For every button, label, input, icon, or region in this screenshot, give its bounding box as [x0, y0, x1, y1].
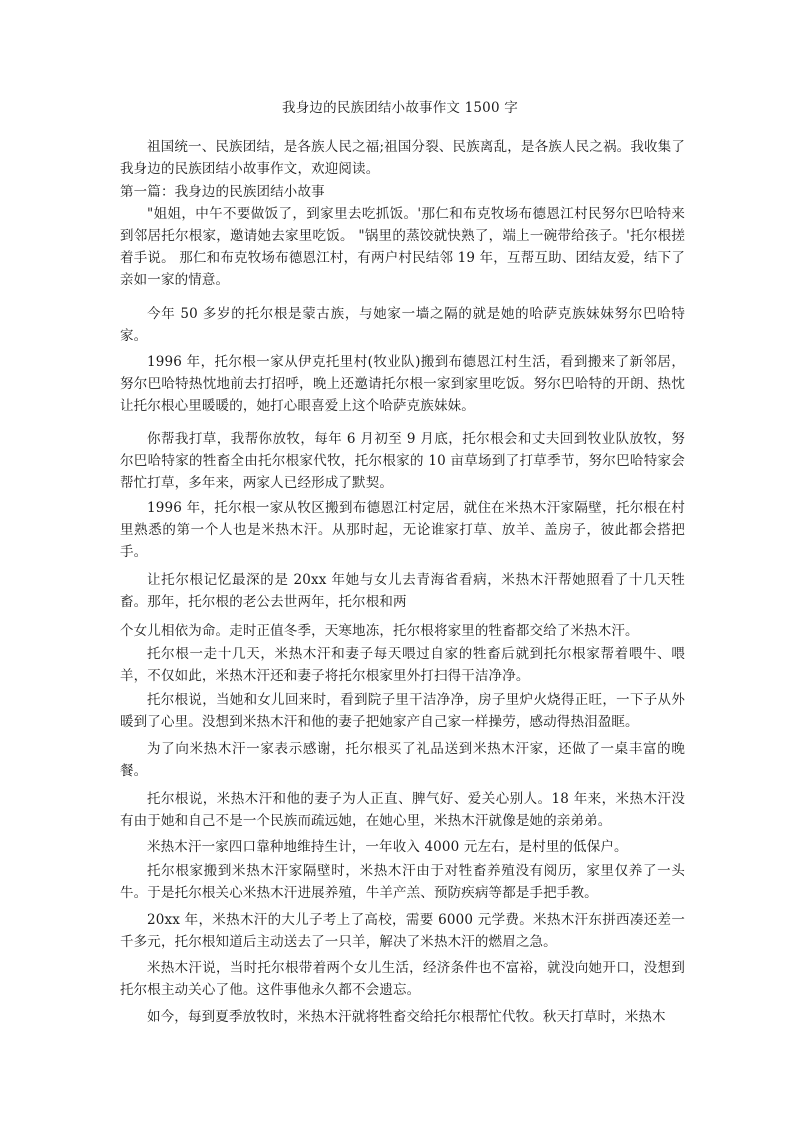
paragraph: 今年 50 多岁的托尔根是蒙古族，与她家一墙之隔的就是她的哈萨克族妹妹努尔巴哈特家。 [120, 306, 685, 344]
paragraph: 托尔根一走十几天，米热木汗和妻子每天喂过自家的牲畜后就到托尔根家帮着喂牛、喂羊，不仅如此，米热木汗还和妻子将托尔根家里外打扫得干洁净净。 [120, 646, 685, 684]
paragraph: 个女儿相依为命。走时正值冬季，天寒地冻，托尔根将家里的牲畜都交给了米热木汗。 [120, 623, 639, 639]
paragraph: 1996 年，托尔根一家从牧区搬到布德恩江村定居，就住在米热木汗家隔壁，托尔根在村里熟悉的第一个人也是米热木汗。从那时起，无论谁家打草、放羊、盖房子，彼此都会搭把手。 [120, 500, 685, 560]
paragraph: 米热木汗说，当时托尔根带着两个女儿生活，经济条件也不富裕，就没向她开口，没想到托尔根主动关心了他。这件事他永久都不会遗忘。 [120, 960, 685, 998]
paragraph: 为了向米热木汗一家表示感谢，托尔根买了礼品送到米热木汗家，还做了一桌丰富的晚餐。 [120, 741, 685, 779]
document-title: 我身边的民族团结小故事作文 1500 字 [282, 100, 518, 116]
paragraph: 你帮我打草，我帮你放牧，每年 6 月初至 9 月底，托尔根会和丈夫回到牧业队放牧，努尔巴哈特家的牲畜全由托尔根家代牧，托尔根家的 10 亩草场到了打草季节，努尔巴哈特家会帮忙打草，多年来，两家人已经形成了默契。 [120, 431, 685, 491]
paragraph: "姐姐，中午不要做饭了，到家里去吃抓饭。'那仁和布克牧场布德恩江村民努尔巴哈特来到邻居托尔根家，邀请她去家里吃饭。 "锅里的蒸饺就快熟了，端上一碗带给孩子。'托尔根搓着手说。 那仁和布克牧场布德恩江村，有两户村民结邻 19 年，互帮互助、团结友爱，结下了亲如一家的情意。 [120, 206, 685, 288]
paragraph: 托尔根说，米热木汗和他的妻子为人正直、脾气好、爱关心别人。18 年来，米热木汗没有由于她和自己不是一个民族而疏远她，在她心里，米热木汗就像是她的亲弟弟。 [120, 791, 685, 829]
paragraph: 米热木汗一家四口靠种地维持生计，一年收入 4000 元左右，是村里的低保户。 [147, 839, 628, 855]
paragraph: 1996 年，托尔根一家从伊克托里村(牧业队)搬到布德恩江村生活，看到搬来了新邻居，努尔巴哈特热忱地前去打招呼，晚上还邀请托尔根一家到家里吃饭。努尔巴哈特的开朗、热忱让托尔根心里暖暖的，她打心眼喜爱上这个哈萨克族妹妹。 [120, 354, 685, 414]
paragraph: 如今，每到夏季放牧时，米热木汗就将牲畜交给托尔根帮忙代牧。秋天打草时，米热木 [147, 1009, 666, 1025]
paragraph: 让托尔根记忆最深的是 20xx 年她与女儿去青海省看病，米热木汗帮她照看了十几天牲畜。那年，托尔根的老公去世两年，托尔根和两 [120, 572, 685, 610]
paragraph-intro: 祖国统一、民族团结，是各族人民之福;祖国分裂、民族离乱，是各族人民之祸。我收集了我身边的民族团结小故事作文，欢迎阅读。 [120, 139, 686, 177]
section-heading: 第一篇：我身边的民族团结小故事 [120, 184, 325, 200]
paragraph: 20xx 年，米热木汗的大儿子考上了高校，需要 6000 元学费。米热木汗东拼西凑还差一千多元，托尔根知道后主动送去了一只羊，解决了米热木汗的燃眉之急。 [120, 912, 685, 950]
paragraph: 托尔根说，当她和女儿回来时，看到院子里干洁净净，房子里炉火烧得正旺，一下子从外暖到了心里。没想到米热木汗和他的妻子把她家产自己家一样操劳，感动得热泪盈眶。 [120, 692, 685, 730]
paragraph: 托尔根家搬到米热木汗家隔壁时，米热木汗由于对牲畜养殖没有阅历，家里仅养了一头牛。于是托尔根关心米热木汗进展养殖，牛羊产羔、预防疾病等都是手把手教。 [120, 863, 685, 901]
